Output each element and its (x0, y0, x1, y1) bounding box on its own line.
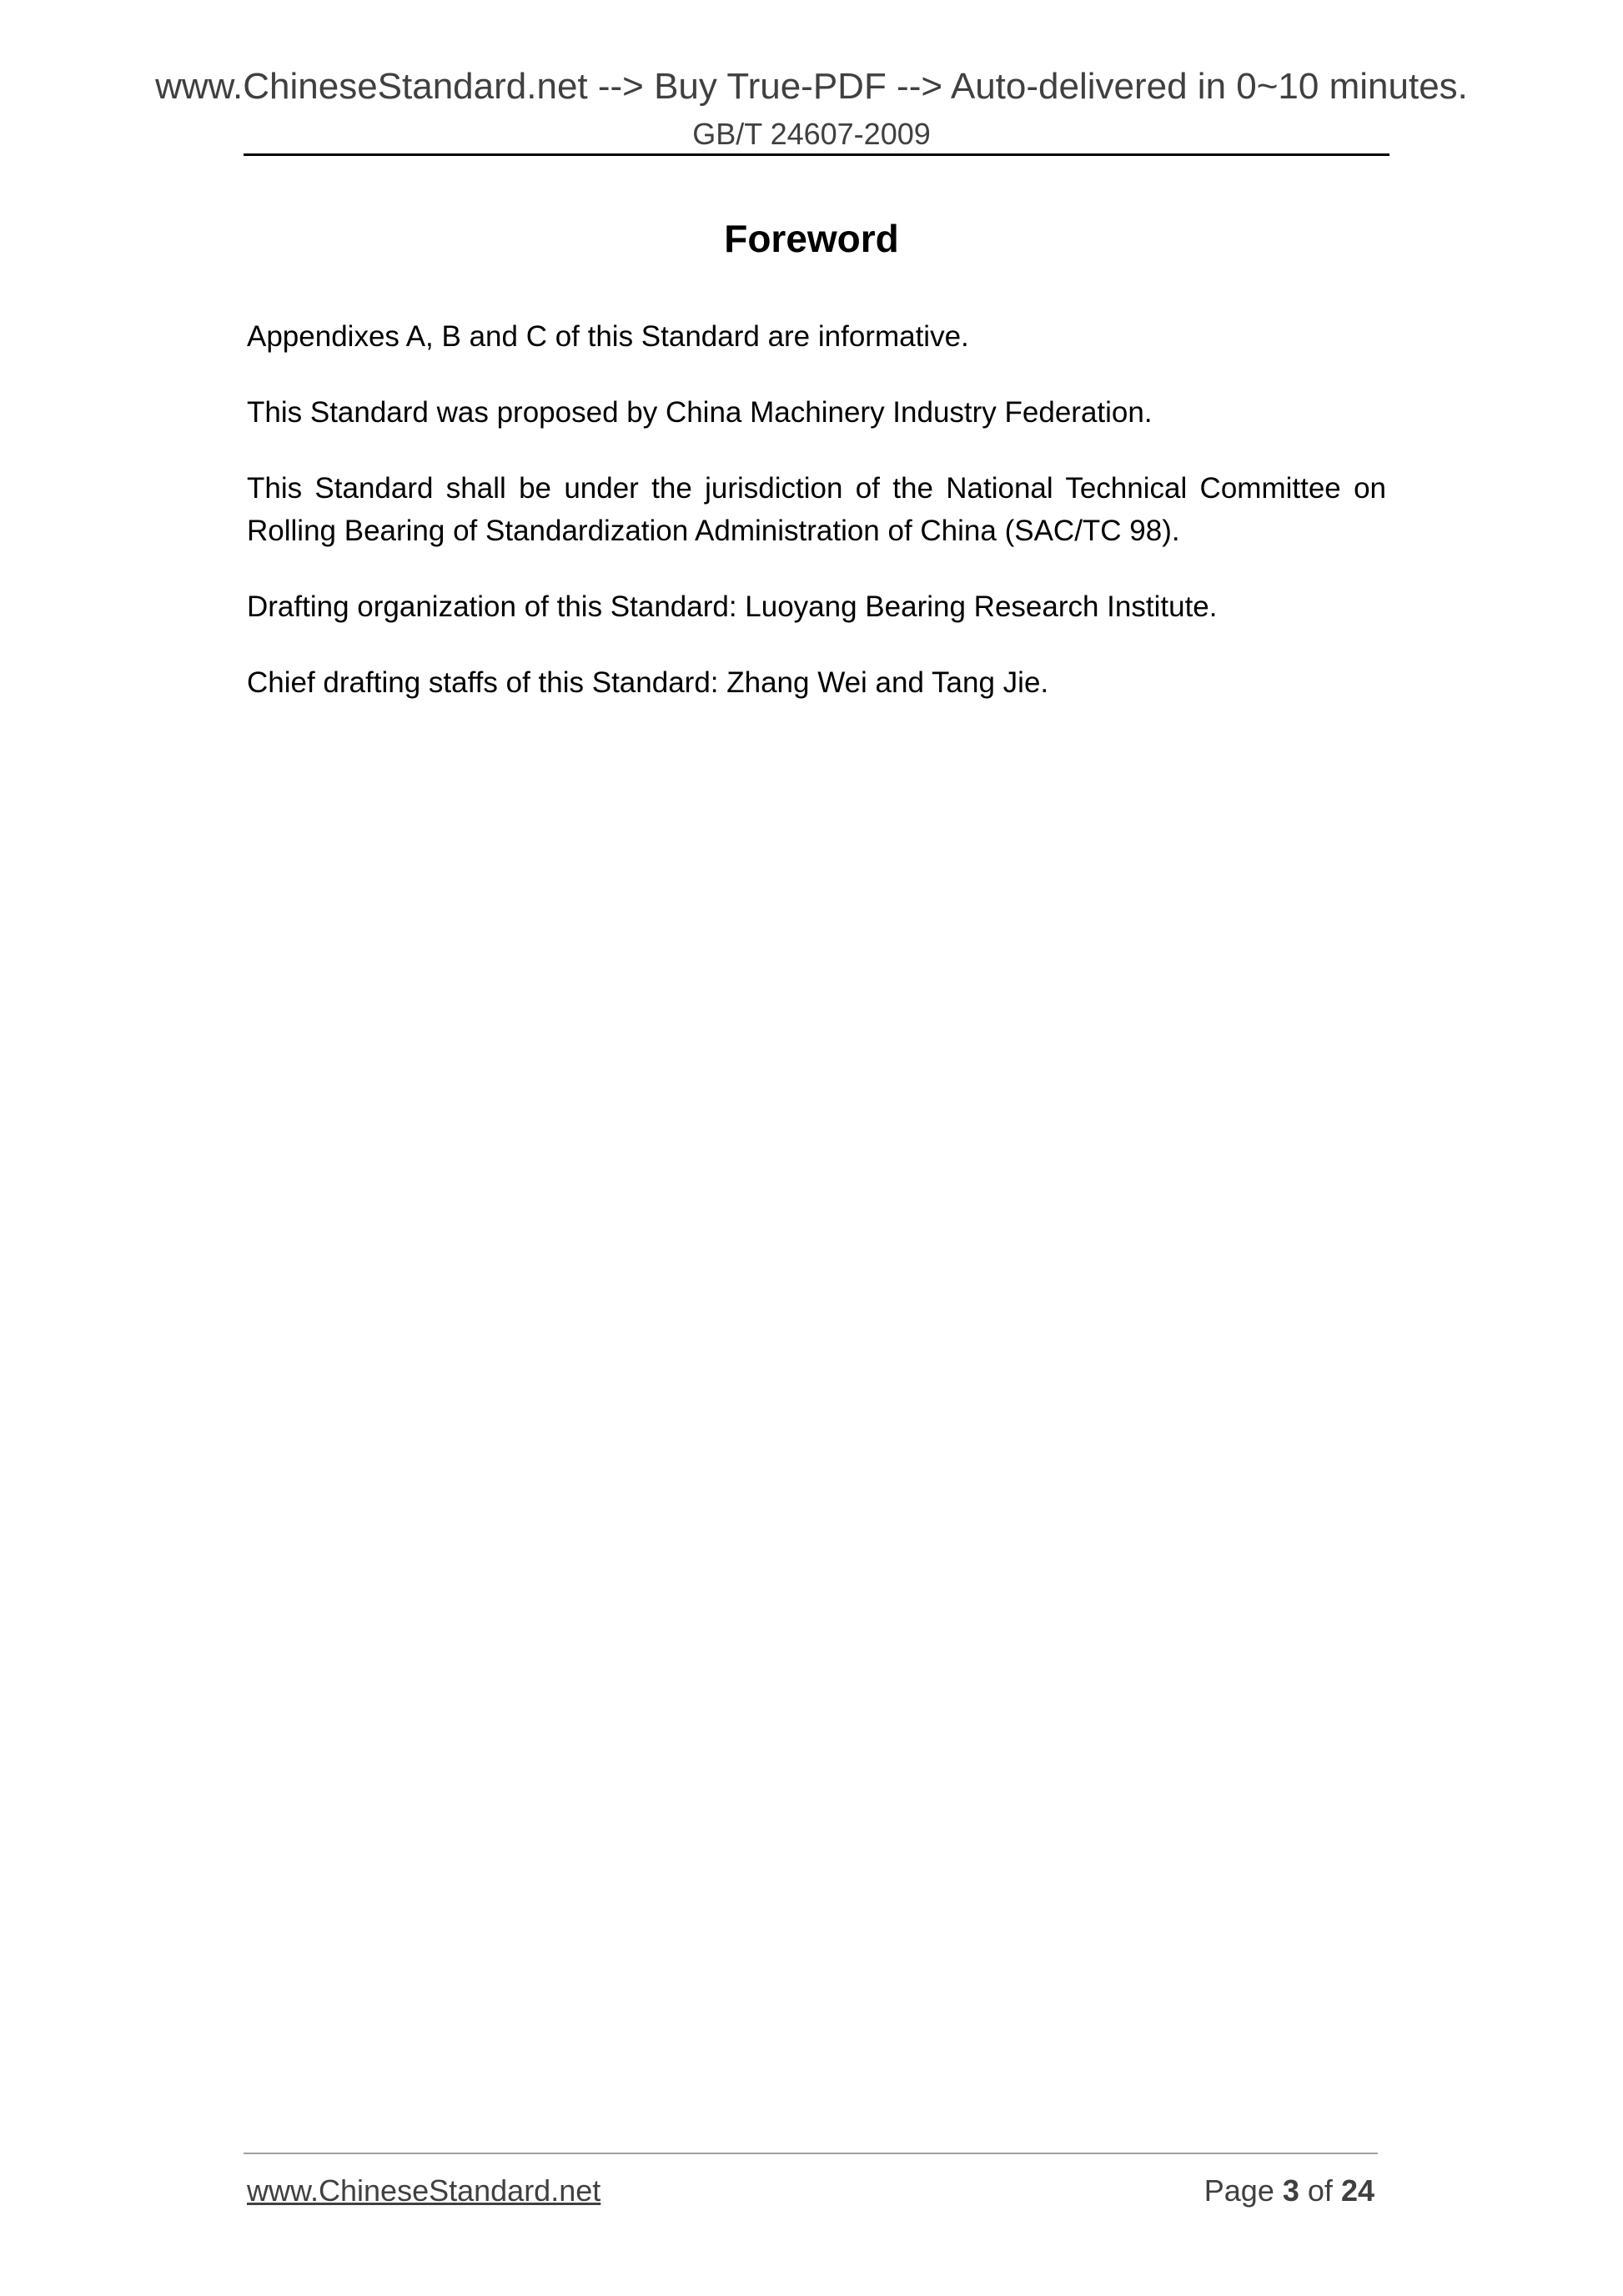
paragraph-drafting-staffs: Chief drafting staffs of this Standard: Zhang Wei and Tang Jie. (247, 666, 1049, 699)
paragraph-appendixes: Appendixes A, B and C of this Standard are informative. (247, 320, 969, 353)
page-separator: of (1307, 2173, 1333, 2208)
standard-code: GB/T 24607-2009 (692, 117, 931, 151)
total-pages-number: 24 (1340, 2173, 1374, 2208)
paragraph-drafting-organization: Drafting organization of this Standard: Luoyang Bearing Research Institute. (247, 590, 1218, 623)
current-page-number: 3 (1282, 2173, 1299, 2208)
footer-site-link[interactable]: www.ChineseStandard.net (247, 2173, 601, 2208)
footer-divider (244, 2153, 1378, 2154)
page-prefix: Page (1203, 2173, 1274, 2208)
page-number (1204, 2173, 1374, 2209)
foreword-body (247, 315, 1386, 737)
site-banner: www.ChineseStandard.net --> Buy True-PDF --> Auto-delivered in 0~10 minutes. (155, 66, 1468, 107)
paragraph-proposed-by: This Standard was proposed by China Machinery Industry Federation. (247, 396, 1153, 429)
paragraph-jurisdiction: This Standard shall be under the jurisdiction of the National Technical Committee on Rolling Bearing of Standardization Administration of China (SAC/TC 98). (247, 472, 1386, 547)
header-divider (244, 153, 1389, 156)
page-title: Foreword (724, 217, 899, 260)
